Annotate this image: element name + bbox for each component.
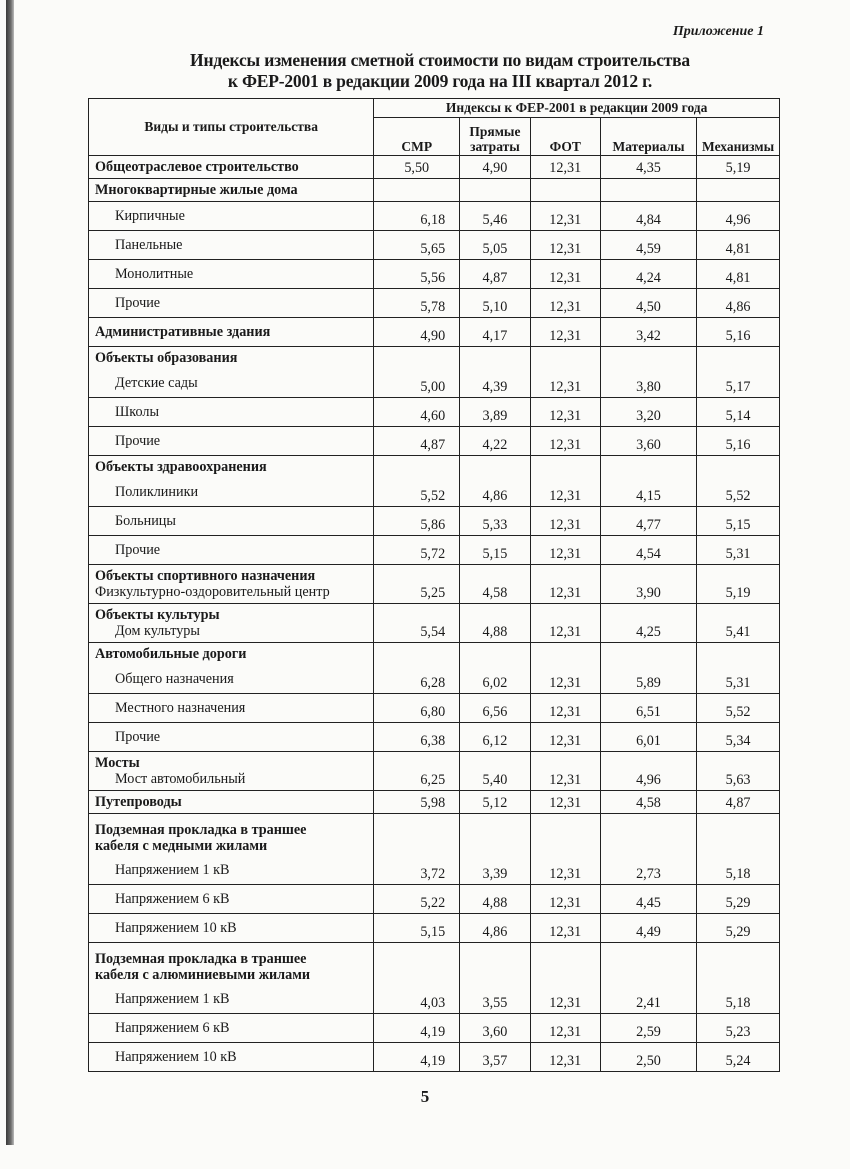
cell-materials: 4,24 (600, 260, 696, 289)
cell-direct: 4,88 (460, 885, 531, 914)
cell-machinery: 5,24 (697, 1043, 780, 1072)
cell-machinery: 5,31 (697, 665, 780, 694)
header-direct-costs-line1: Прямые (469, 124, 521, 139)
table-row (89, 665, 780, 694)
title-line-2: к ФЕР-2001 в редакции 2009 года на III квартал 2012 г. (227, 71, 653, 91)
row-name: Панельные (89, 231, 374, 260)
cell-materials: 2,41 (600, 985, 696, 1014)
cell-direct: 4,86 (460, 478, 531, 507)
cell-direct: 4,90 (460, 156, 531, 179)
header-direct-costs-line2: затраты (470, 139, 520, 154)
table-row (89, 985, 780, 1014)
row-name: Общего назначения (89, 665, 374, 694)
row-group-name: Объекты культуры (95, 607, 220, 623)
row-group-name: Объекты образования (89, 347, 374, 370)
row-name: Напряжением 6 кВ (89, 885, 374, 914)
cell-direct: 5,40 (460, 752, 531, 791)
cell-machinery: 4,87 (697, 791, 780, 814)
cell-direct: 5,05 (460, 231, 531, 260)
cell-materials: 4,45 (600, 885, 696, 914)
cell-smr: 6,18 (374, 202, 460, 231)
cell-fot: 12,31 (530, 369, 600, 398)
page-number: 5 (420, 1087, 430, 1106)
cell-direct: 5,33 (460, 507, 531, 536)
cell-machinery: 4,81 (697, 260, 780, 289)
cell-machinery: 5,17 (697, 369, 780, 398)
cell-smr: 5,25 (374, 565, 460, 604)
cell-smr: 6,28 (374, 665, 460, 694)
cell-materials: 4,50 (600, 289, 696, 318)
cell-materials: 4,77 (600, 507, 696, 536)
cell-materials: 4,49 (600, 914, 696, 943)
row-name: Напряжением 6 кВ (89, 1014, 374, 1043)
cell-smr: 5,98 (374, 791, 460, 814)
cell-fot: 12,31 (530, 604, 600, 643)
cell-direct: 3,89 (460, 398, 531, 427)
row-group-line1: Подземная прокладка в траншее (95, 822, 307, 838)
header-materials: Материалы (600, 118, 696, 156)
cell-smr: 5,72 (374, 536, 460, 565)
row-name: Детские сады (89, 369, 374, 398)
cell-machinery: 5,52 (697, 478, 780, 507)
row-group-line2: кабеля с алюминиевыми жилами (95, 967, 311, 983)
cell-direct: 3,60 (460, 1014, 531, 1043)
cell-smr: 5,52 (374, 478, 460, 507)
cell-materials: 4,35 (600, 156, 696, 179)
row-name: Напряжением 1 кВ (89, 985, 374, 1014)
cell-smr: 5,86 (374, 507, 460, 536)
table-row (89, 536, 780, 565)
cell-materials: 6,51 (600, 694, 696, 723)
cell-fot: 12,31 (530, 791, 600, 814)
cell-smr: 5,22 (374, 885, 460, 914)
cell-fot: 12,31 (530, 536, 600, 565)
cell-smr: 5,54 (374, 604, 460, 643)
cell-direct: 5,12 (460, 791, 531, 814)
row-group-name: Объекты спортивного назначения (95, 568, 316, 584)
cell-machinery: 4,86 (697, 289, 780, 318)
cell-materials: 3,20 (600, 398, 696, 427)
row-name: Прочие (89, 289, 374, 318)
table-row (89, 231, 780, 260)
cell-fot: 12,31 (530, 1043, 600, 1072)
header-fot: ФОТ (530, 118, 600, 156)
cell-direct: 3,57 (460, 1043, 531, 1072)
header-machinery: Механизмы (697, 118, 780, 156)
cell-smr: 3,72 (374, 856, 460, 885)
row-name: Местного назначения (89, 694, 374, 723)
cell-direct: 5,10 (460, 289, 531, 318)
cell-materials: 3,90 (600, 565, 696, 604)
table-row (89, 260, 780, 289)
cell-machinery: 5,14 (697, 398, 780, 427)
cell-materials: 3,60 (600, 427, 696, 456)
cell-fot: 12,31 (530, 985, 600, 1014)
cell-fot: 12,31 (530, 856, 600, 885)
cell-machinery: 5,34 (697, 723, 780, 752)
cell-fot: 12,31 (530, 914, 600, 943)
row-name: Прочие (89, 536, 374, 565)
row-name (89, 604, 374, 643)
cell-fot: 12,31 (530, 565, 600, 604)
table-row-group (89, 347, 780, 370)
cell-fot: 12,31 (530, 202, 600, 231)
appendix-label: Приложение 1 (672, 24, 764, 39)
cell-direct: 4,88 (460, 604, 531, 643)
table-row-group (89, 814, 780, 857)
table-row (89, 885, 780, 914)
cell-smr: 5,15 (374, 914, 460, 943)
table-row-group (89, 179, 780, 202)
row-name (89, 752, 374, 791)
cell-fot: 12,31 (530, 723, 600, 752)
row-name (89, 565, 374, 604)
cell-machinery: 5,19 (697, 565, 780, 604)
cell-fot: 12,31 (530, 885, 600, 914)
cell-smr: 5,50 (374, 156, 460, 179)
cell-smr: 4,19 (374, 1043, 460, 1072)
row-name: Кирпичные (89, 202, 374, 231)
cell-machinery: 5,31 (697, 536, 780, 565)
cell-direct: 6,02 (460, 665, 531, 694)
table-row (89, 1014, 780, 1043)
cell-materials: 6,01 (600, 723, 696, 752)
cell-smr: 4,60 (374, 398, 460, 427)
row-name: Поликлиники (89, 478, 374, 507)
cell-materials: 4,58 (600, 791, 696, 814)
cell-machinery: 5,19 (697, 156, 780, 179)
cell-smr: 4,03 (374, 985, 460, 1014)
table-row (89, 202, 780, 231)
row-name: Напряжением 1 кВ (89, 856, 374, 885)
table-row-group (89, 643, 780, 666)
table-row-group (89, 456, 780, 479)
table-row (89, 478, 780, 507)
table-row (89, 507, 780, 536)
cell-fot: 12,31 (530, 694, 600, 723)
table-row (89, 156, 780, 179)
cell-machinery: 5,41 (697, 604, 780, 643)
row-group-line1: Подземная прокладка в траншее (95, 951, 307, 967)
cell-machinery: 5,63 (697, 752, 780, 791)
cell-machinery: 5,29 (697, 914, 780, 943)
cell-smr: 5,56 (374, 260, 460, 289)
cell-direct: 5,46 (460, 202, 531, 231)
cell-smr: 4,19 (374, 1014, 460, 1043)
cell-machinery: 5,15 (697, 507, 780, 536)
table-row (89, 856, 780, 885)
scan-edge-shadow (6, 0, 14, 1145)
row-name: Путепроводы (89, 791, 374, 814)
cell-materials: 4,15 (600, 478, 696, 507)
cell-fot: 12,31 (530, 478, 600, 507)
cell-smr: 4,87 (374, 427, 460, 456)
cell-materials: 2,73 (600, 856, 696, 885)
cell-materials: 4,54 (600, 536, 696, 565)
row-sub-name: Физкультурно-оздоровительный центр (95, 584, 330, 600)
table-row (89, 914, 780, 943)
row-name: Прочие (89, 427, 374, 456)
cell-smr: 5,78 (374, 289, 460, 318)
cell-machinery: 5,29 (697, 885, 780, 914)
cell-materials: 3,42 (600, 318, 696, 347)
cell-direct: 3,55 (460, 985, 531, 1014)
row-group-name: Объекты здравоохранения (89, 456, 374, 479)
row-group-name (89, 814, 374, 857)
row-sub-name: Мост автомобильный (115, 771, 246, 787)
row-name: Административные здания (89, 318, 374, 347)
cell-machinery: 4,96 (697, 202, 780, 231)
cell-smr: 6,38 (374, 723, 460, 752)
cell-machinery: 5,52 (697, 694, 780, 723)
row-group-name: Автомобильные дороги (89, 643, 374, 666)
cell-direct: 4,39 (460, 369, 531, 398)
row-name: Монолитные (89, 260, 374, 289)
cell-smr: 6,80 (374, 694, 460, 723)
table-row (89, 398, 780, 427)
cell-machinery: 5,16 (697, 318, 780, 347)
cell-smr: 5,65 (374, 231, 460, 260)
cell-fot: 12,31 (530, 1014, 600, 1043)
index-table (88, 98, 780, 1072)
table-row (89, 604, 780, 643)
cell-materials: 2,59 (600, 1014, 696, 1043)
row-name: Напряжением 10 кВ (89, 914, 374, 943)
cell-machinery: 5,18 (697, 856, 780, 885)
cell-machinery: 5,16 (697, 427, 780, 456)
header-kind: Виды и типы строительства (89, 99, 374, 156)
cell-fot: 12,31 (530, 260, 600, 289)
table-row (89, 791, 780, 814)
row-group-name (89, 943, 374, 986)
cell-materials: 3,80 (600, 369, 696, 398)
table-row (89, 289, 780, 318)
cell-direct: 4,58 (460, 565, 531, 604)
cell-fot: 12,31 (530, 289, 600, 318)
row-name: Общеотраслевое строительство (89, 156, 374, 179)
cell-smr: 6,25 (374, 752, 460, 791)
table-row (89, 1043, 780, 1072)
table-row (89, 723, 780, 752)
cell-machinery: 5,18 (697, 985, 780, 1014)
row-name: Больницы (89, 507, 374, 536)
cell-smr: 4,90 (374, 318, 460, 347)
cell-fot: 12,31 (530, 507, 600, 536)
cell-materials: 4,59 (600, 231, 696, 260)
table-row (89, 427, 780, 456)
cell-materials: 5,89 (600, 665, 696, 694)
cell-fot: 12,31 (530, 427, 600, 456)
cell-fot: 12,31 (530, 318, 600, 347)
cell-fot: 12,31 (530, 231, 600, 260)
title-line-1: Индексы изменения сметной стоимости по видам строительства (190, 50, 690, 70)
cell-direct: 3,39 (460, 856, 531, 885)
table-row (89, 369, 780, 398)
cell-fot: 12,31 (530, 752, 600, 791)
row-group-name: Многоквартирные жилые дома (89, 179, 374, 202)
cell-direct: 5,15 (460, 536, 531, 565)
cell-fot: 12,31 (530, 665, 600, 694)
cell-materials: 4,25 (600, 604, 696, 643)
header-index-group: Индексы к ФЕР-2001 в редакции 2009 года (374, 99, 780, 118)
cell-machinery: 4,81 (697, 231, 780, 260)
cell-fot: 12,31 (530, 156, 600, 179)
table-row (89, 565, 780, 604)
header-direct-costs (460, 118, 531, 156)
cell-materials: 2,50 (600, 1043, 696, 1072)
table-row-group (89, 943, 780, 986)
header-smr: СМР (374, 118, 460, 156)
row-name: Школы (89, 398, 374, 427)
cell-direct: 6,56 (460, 694, 531, 723)
cell-materials: 4,96 (600, 752, 696, 791)
table-row (89, 318, 780, 347)
cell-direct: 4,22 (460, 427, 531, 456)
cell-machinery: 5,23 (697, 1014, 780, 1043)
cell-direct: 6,12 (460, 723, 531, 752)
table-row (89, 752, 780, 791)
document-title (90, 50, 790, 92)
row-group-line2: кабеля с медными жилами (95, 838, 268, 854)
row-name: Прочие (89, 723, 374, 752)
cell-fot: 12,31 (530, 398, 600, 427)
cell-direct: 4,17 (460, 318, 531, 347)
cell-direct: 4,86 (460, 914, 531, 943)
row-group-name: Мосты (95, 755, 140, 771)
row-name: Напряжением 10 кВ (89, 1043, 374, 1072)
cell-direct: 4,87 (460, 260, 531, 289)
cell-smr: 5,00 (374, 369, 460, 398)
table-row (89, 694, 780, 723)
row-sub-name: Дом культуры (115, 623, 200, 639)
cell-materials: 4,84 (600, 202, 696, 231)
